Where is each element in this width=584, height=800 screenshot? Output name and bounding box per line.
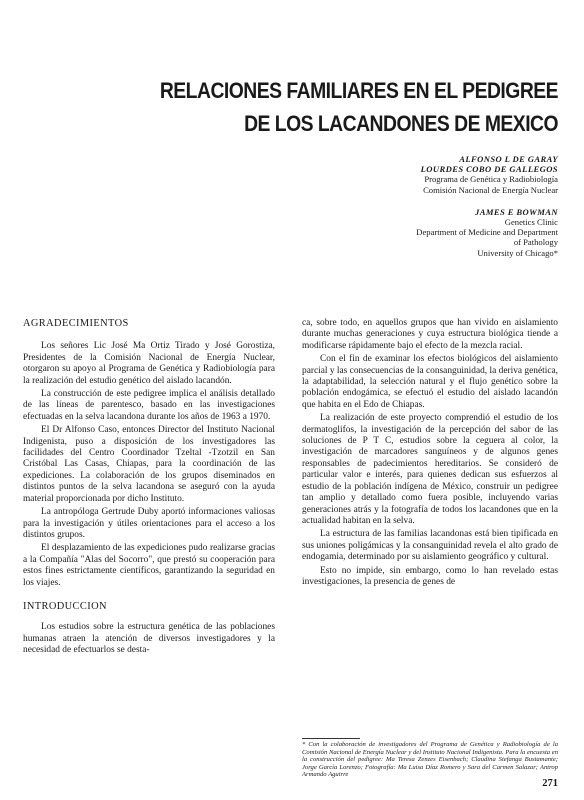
paragraph: La antropóloga Gertrude Duby aportó informaciones valiosas para la investigación y útiles orientaciones para el acceso a los distintos grupos. <box>23 507 275 540</box>
affiliation-2-line-1: Genetics Clinic <box>504 217 558 228</box>
page-number: 271 <box>542 778 558 789</box>
author-block <box>416 154 558 258</box>
heading-introduccion: INTRODUCCION <box>23 600 107 612</box>
paragraph: Los estudios sobre la estructura genética de las poblaciones humanas atraen la atención de diversos investigadores y la necesidad de efectuarlos se desta- <box>23 622 275 656</box>
paragraph: La estructura de las familias lacandonas está bien tipificada en sus uniones poligámicas y la consanguinidad revela el alto grado de endogamia, determinado por su aislamiento geográfico y cultural. <box>302 529 558 563</box>
author-name-3: JAMES E BOWMAN <box>475 206 558 217</box>
affiliation-2-line-4: University of Chicago* <box>477 247 558 258</box>
heading-agradecimientos: AGRADECIMIENTOS <box>23 318 129 329</box>
paragraph: Los señores Lic José Ma Ortiz Tirado y José Gorostiza, Presidentes de la Comisión Nacional de Energía Nuclear, otorgaron su apoyo al Programa de Genética y Radiobiología para la realización del estudio genético del aislado lacandón. <box>23 341 275 386</box>
affiliation-1-line-2: Comisión Nacional de Energía Nuclear <box>423 184 558 195</box>
paragraph: El Dr Alfonso Caso, entonces Director del Instituto Nacional Indigenista, puso a disposición de los investigadores las facilidades del Centro Coordinador Tzeltal -Tzotzil en San Cristóbal Las Casas, Chiapas, para la coordinación de las expediciones. La colaboración de los grupos diseminados en distintos puntos de la selva lacandona se aseguró con la ayuda material proporcionada por dicho Instituto. <box>23 425 275 504</box>
footnote-rule <box>302 738 360 739</box>
paragraph: Con el fin de examinar los efectos biológicos del aislamiento parcial y las consecuencias de la consanguinidad, la deriva genética, la adaptabilidad, la selección natural y el flujo genético sobre la población endogámica, se efectuó el estudio del aislado lacandón que habita en el Edo de Chiapas. <box>302 354 558 410</box>
title-line-1: RELACIONES FAMILIARES EN EL PEDIGREE <box>159 78 558 103</box>
footnote: * Con la colaboración de investigadores del Programa de Genética y Radiobiología de la Comisión Nacional de Energía Nuclear y del Instituto Nacional Indigenista. Para la encuesta en la construcción del pedigree: Ma Teresa Zenzes Eisenbach; Claudina Stefanga Bustamante; Jorge García Lorenzo; Fotografía: Ma Luisa Díaz Romero y Sara del Carmen Salazar; Antrop Armando Aguirre <box>302 741 558 779</box>
article-title <box>160 74 558 140</box>
paragraph: ca, sobre todo, en aquellos grupos que han vivido en aislamiento durante muchas generaciones y cuya estructura biológica tiende a modificarse rápidamente bajo el efecto de la mezcla racial. <box>302 318 558 351</box>
author-name-2: LOURDES COBO DE GALLEGOS <box>420 164 558 175</box>
paragraph: Esto no impide, sin embargo, como lo han revelado estas investigaciones, la presencia de genes de <box>302 565 558 587</box>
title-line-2: DE LOS LACANDONES DE MEXICO <box>244 111 559 136</box>
affiliation-2-line-2: Department of Medicine and Department <box>416 227 558 238</box>
affiliation-2-line-3: of Pathology <box>513 237 558 248</box>
paragraph: El desplazamiento de las expediciones pudo realizarse gracias a la Compañía "Alas del Socorro", que prestó su cooperación para estos fines estrictamente científicos, garantizando la seguridad en los viajes. <box>23 543 275 588</box>
left-column <box>23 318 275 659</box>
affiliation-1-line-1: Programa de Genética y Radiobiología <box>424 174 558 185</box>
right-column <box>302 318 558 590</box>
author-name-1: ALFONSO L DE GARAY <box>459 154 558 164</box>
paragraph: La construcción de este pedigree implica el análisis detallado de las líneas de parentesco, basado en las investigaciones efectuadas en la selva lacandona durante los años de 1963 a 1970. <box>23 389 275 422</box>
paragraph: La realización de este proyecto comprendió el estudio de los dermatoglifos, la investigación de la percepción del sabor de las soluciones de P T C, estudios sobre la ceguera al color, la investigación de marcadores sanguíneos y de algunos genes responsables de padecimientos hereditarios. Se consideró de particular valor e interés, para quienes dedican sus esfuerzos al estudio de la población indígena de México, construir un pedigree tan amplio y detallado como fuera posible, incluyendo varias generaciones atrás y la fotografía de todos los lacandones que en la actualidad habitan en la selva. <box>302 413 558 526</box>
